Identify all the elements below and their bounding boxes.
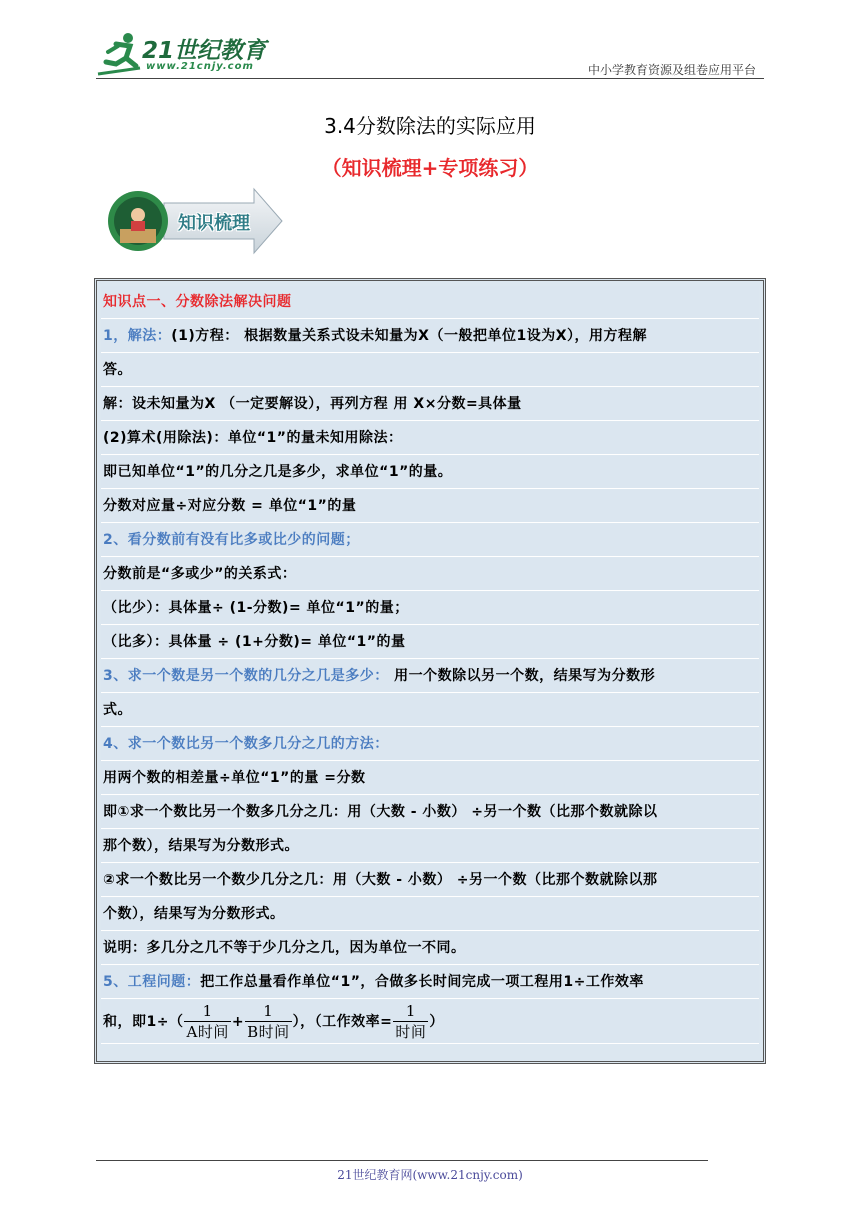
content-row [101, 422, 759, 455]
row-text: 1，解法： [103, 328, 172, 344]
content-row [101, 456, 759, 489]
row-text: 分数前是“多或少”的关系式： [103, 566, 297, 582]
row-text: 说明：多几分之几不等于少几分之几，因为单位一不同。 [103, 940, 466, 956]
content-row [101, 932, 759, 965]
row-text: 式。 [103, 702, 132, 718]
logo-url: www.21cnjy.com [146, 61, 254, 72]
header-divider [96, 78, 764, 79]
content-row [101, 558, 759, 591]
content-row [101, 524, 759, 557]
fraction-a-num: 1 [184, 1002, 230, 1022]
fraction-c [393, 1002, 428, 1042]
fraction-a-den: A时间 [186, 1023, 229, 1041]
content-row [101, 660, 759, 693]
page-title: 3.4分数除法的实际应用 [324, 114, 536, 138]
page-subtitle: （知识梳理+专项练习） [321, 156, 539, 180]
footer-divider [96, 1160, 708, 1161]
row-text: ②求一个数比另一个数少几分之几：用（大数 - 小数） ÷另一个数（比那个数就除以那 [103, 872, 658, 888]
content-row [101, 762, 759, 795]
row-text: 用一个数除以另一个数，结果写为分数形 [388, 668, 656, 684]
row-text: 4、求一个数比另一个数多几分之几的方法： [103, 736, 389, 752]
platform-label: 中小学教育资源及组卷应用平台 [587, 63, 756, 77]
row-text: 即①求一个数比另一个数多几分之几：用（大数 - 小数） ÷另一个数（比那个数就除以 [103, 804, 658, 820]
row-text: (2)算术(用除法)：单位“1”的量未知用除法： [103, 430, 403, 446]
content-row [101, 354, 759, 387]
content-row [101, 830, 759, 863]
formula-suffix: ） [429, 1014, 444, 1030]
row-text: (1)方程： 根据数量关系式设未知量为X（一般把单位1设为X），用方程解 [171, 328, 647, 344]
site-logo [96, 30, 266, 78]
content-row [101, 864, 759, 897]
content-row [101, 388, 759, 421]
knowledge-box [94, 278, 766, 1064]
row-text: 2、看分数前有没有比多或比少的问题； [103, 532, 360, 548]
fraction-b [245, 1002, 292, 1042]
content-row [101, 286, 759, 319]
content-row [101, 694, 759, 727]
content-row [101, 626, 759, 659]
footer-text: 21世纪教育网(www.21cnjy.com) [337, 1168, 523, 1182]
row-text: 解：设未知量为X （一定要解设），再列方程 用 X×分数=具体量 [103, 396, 522, 412]
row-text: 答。 [103, 362, 132, 378]
row-text: 分数对应量÷对应分数 = 单位“1”的量 [103, 498, 357, 514]
row-text: 即已知单位“1”的几分之几是多少，求单位“1”的量。 [103, 464, 453, 480]
fraction-a [184, 1002, 230, 1042]
fraction-c-num: 1 [393, 1002, 428, 1022]
row-text: 把工作总量看作单位“1”，合做多长时间完成一项工程用1÷工作效率 [200, 974, 644, 990]
row-text: 个数），结果写为分数形式。 [103, 906, 285, 922]
fraction-b-num: 1 [245, 1002, 292, 1022]
row-text: （比少）：具体量÷ (1-分数)= 单位“1”的量； [103, 600, 409, 616]
content-row [101, 592, 759, 625]
fraction-b-den: B时间 [247, 1023, 290, 1041]
row-text: 知识点一、分数除法解决问题 [103, 294, 292, 310]
content-row [101, 728, 759, 761]
badge-label: 知识梳理 [178, 213, 250, 234]
content-row [101, 898, 759, 931]
formula-prefix: 和，即1÷（ [103, 1014, 184, 1030]
fraction-c-den: 时间 [395, 1023, 427, 1041]
section-badge [104, 185, 284, 257]
formula-mid: ），（工作效率= [292, 1014, 393, 1030]
content-row [101, 796, 759, 829]
formula-row [101, 1000, 759, 1044]
row-text: 用两个数的相差量÷单位“1”的量 =分数 [103, 770, 366, 786]
runner-logo-icon [96, 30, 146, 78]
plus-sign: + [231, 1014, 245, 1030]
content-row [101, 320, 759, 353]
content-row [101, 966, 759, 999]
row-text: （比多）：具体量 ÷ (1+分数)= 单位“1”的量 [103, 634, 406, 650]
logo-text: 21世纪教育 [142, 38, 267, 64]
content-row [101, 490, 759, 523]
row-text: 5、工程问题： [103, 974, 201, 990]
row-text: 那个数），结果写为分数形式。 [103, 838, 299, 854]
row-text: 3、求一个数是另一个数的几分之几是多少： [103, 668, 389, 684]
